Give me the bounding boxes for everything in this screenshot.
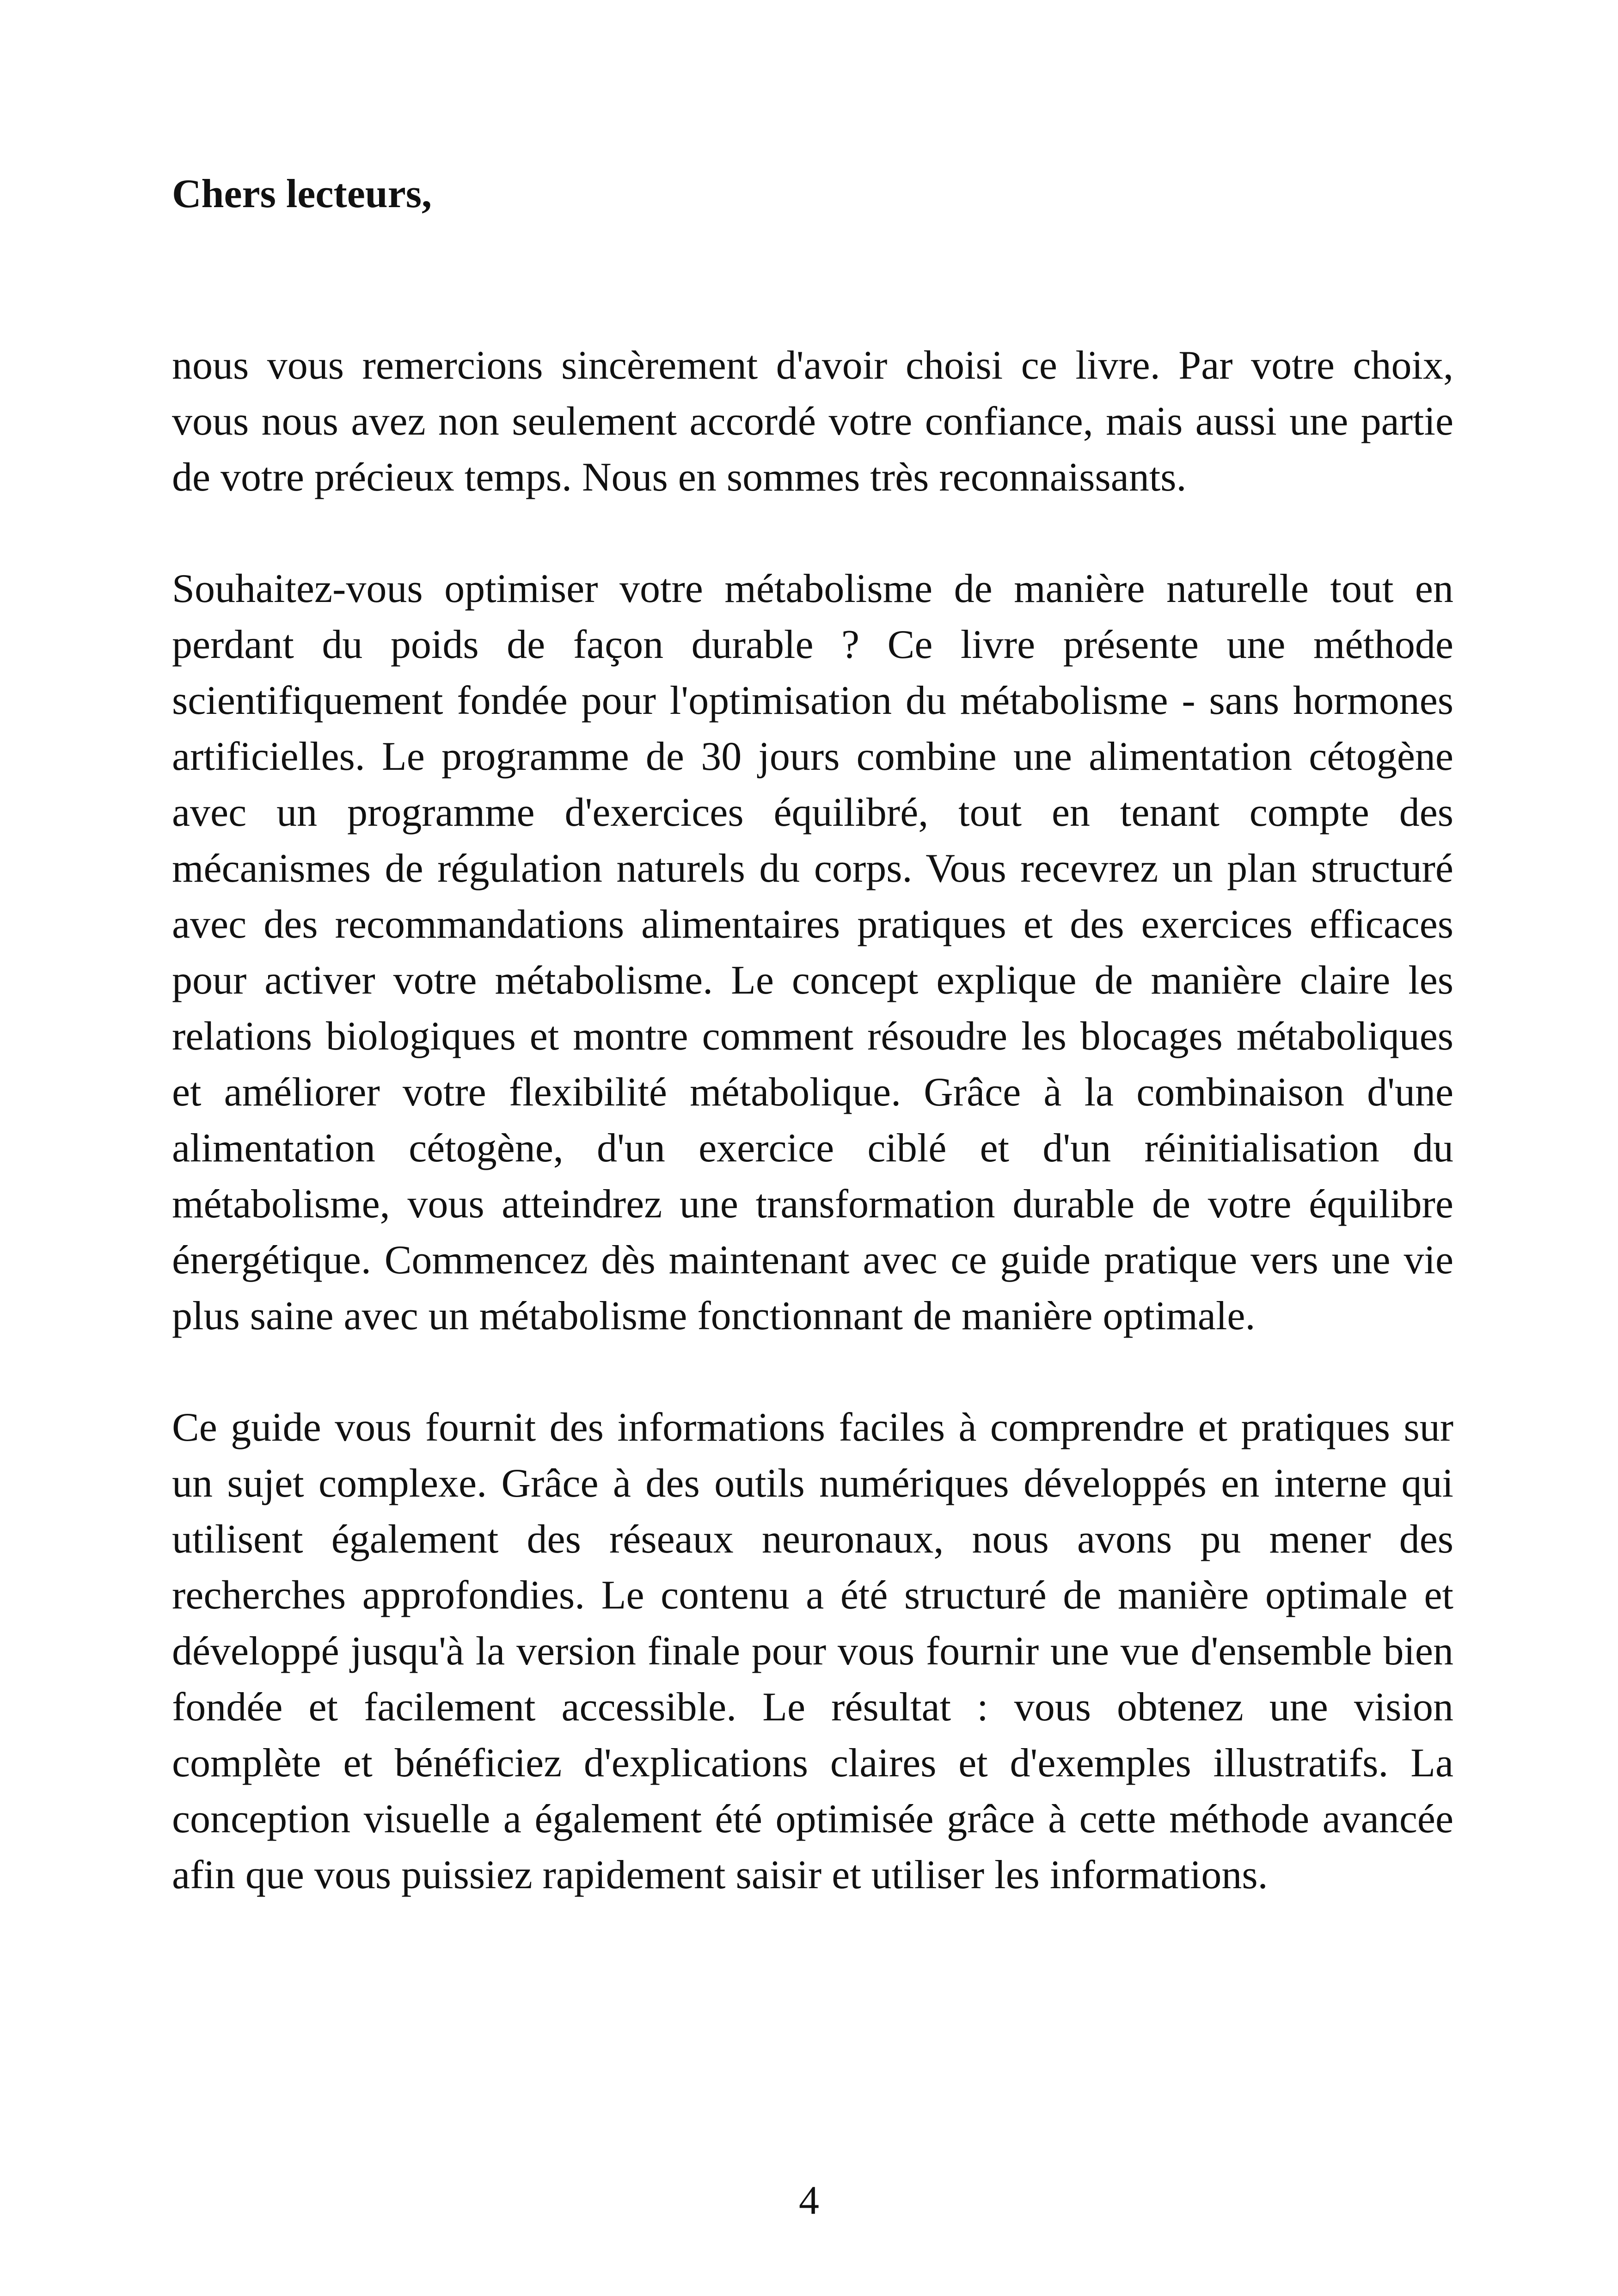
salutation-heading: Chers lecteurs, <box>172 172 432 216</box>
page-number: 4 <box>799 2178 819 2223</box>
paragraph-guide-method: Ce guide vous fournit des informations faciles à comprendre et pratiques sur un sujet complexe. Grâce à des outils numériques développés en interne qui utilisent également des réseaux neuronaux, nous avons pu mener des recherches approfondies. Le contenu a été structuré de manière optimale et développé jusqu'à la version finale pour vous fournir une vue d'ensemble bien fondée et facilement accessible. Le résultat : vous obtenez une vision complète et bénéficiez d'explications claires et d'exemples illustratifs. La conception visuelle a également été optimisée grâce à cette méthode avancée afin que vous puissiez rapidement saisir et utiliser les informations. <box>172 1405 1453 1897</box>
paragraph-thanks: nous vous remercions sincèrement d'avoir choisi ce livre. Par votre choix, vous nous avez non seulement accordé votre confiance, mais aussi une partie de votre précieux temps. Nous en sommes très reconnaissants. <box>172 343 1453 500</box>
page-body <box>172 166 1453 1903</box>
paragraph-book-description: Souhaitez-vous optimiser votre métabolisme de manière naturelle tout en perdant du poids de façon durable ? Ce livre présente une méthode scientifiquement fondée pour l'optimisation du métabolisme - sans hormones artificielles. Le programme de 30 jours combine une alimentation cétogène avec un programme d'exercices équilibré, tout en tenant compte des mécanismes de régulation naturels du corps. Vous recevrez un plan structuré avec des recommandations alimentaires pratiques et des exercices efficaces pour activer votre métabolisme. Le concept explique de manière claire les relations biologiques et montre comment résoudre les blocages métaboliques et améliorer votre flexibilité métabolique. Grâce à la combinaison d'une alimentation cétogène, d'un exercice ciblé et d'un réinitialisation du métabolisme, vous atteindrez une transformation durable de votre équilibre énergétique. Commencez dès maintenant avec ce guide pratique vers une vie plus saine avec un métabolisme fonctionnant de manière optimale. <box>172 566 1453 1338</box>
